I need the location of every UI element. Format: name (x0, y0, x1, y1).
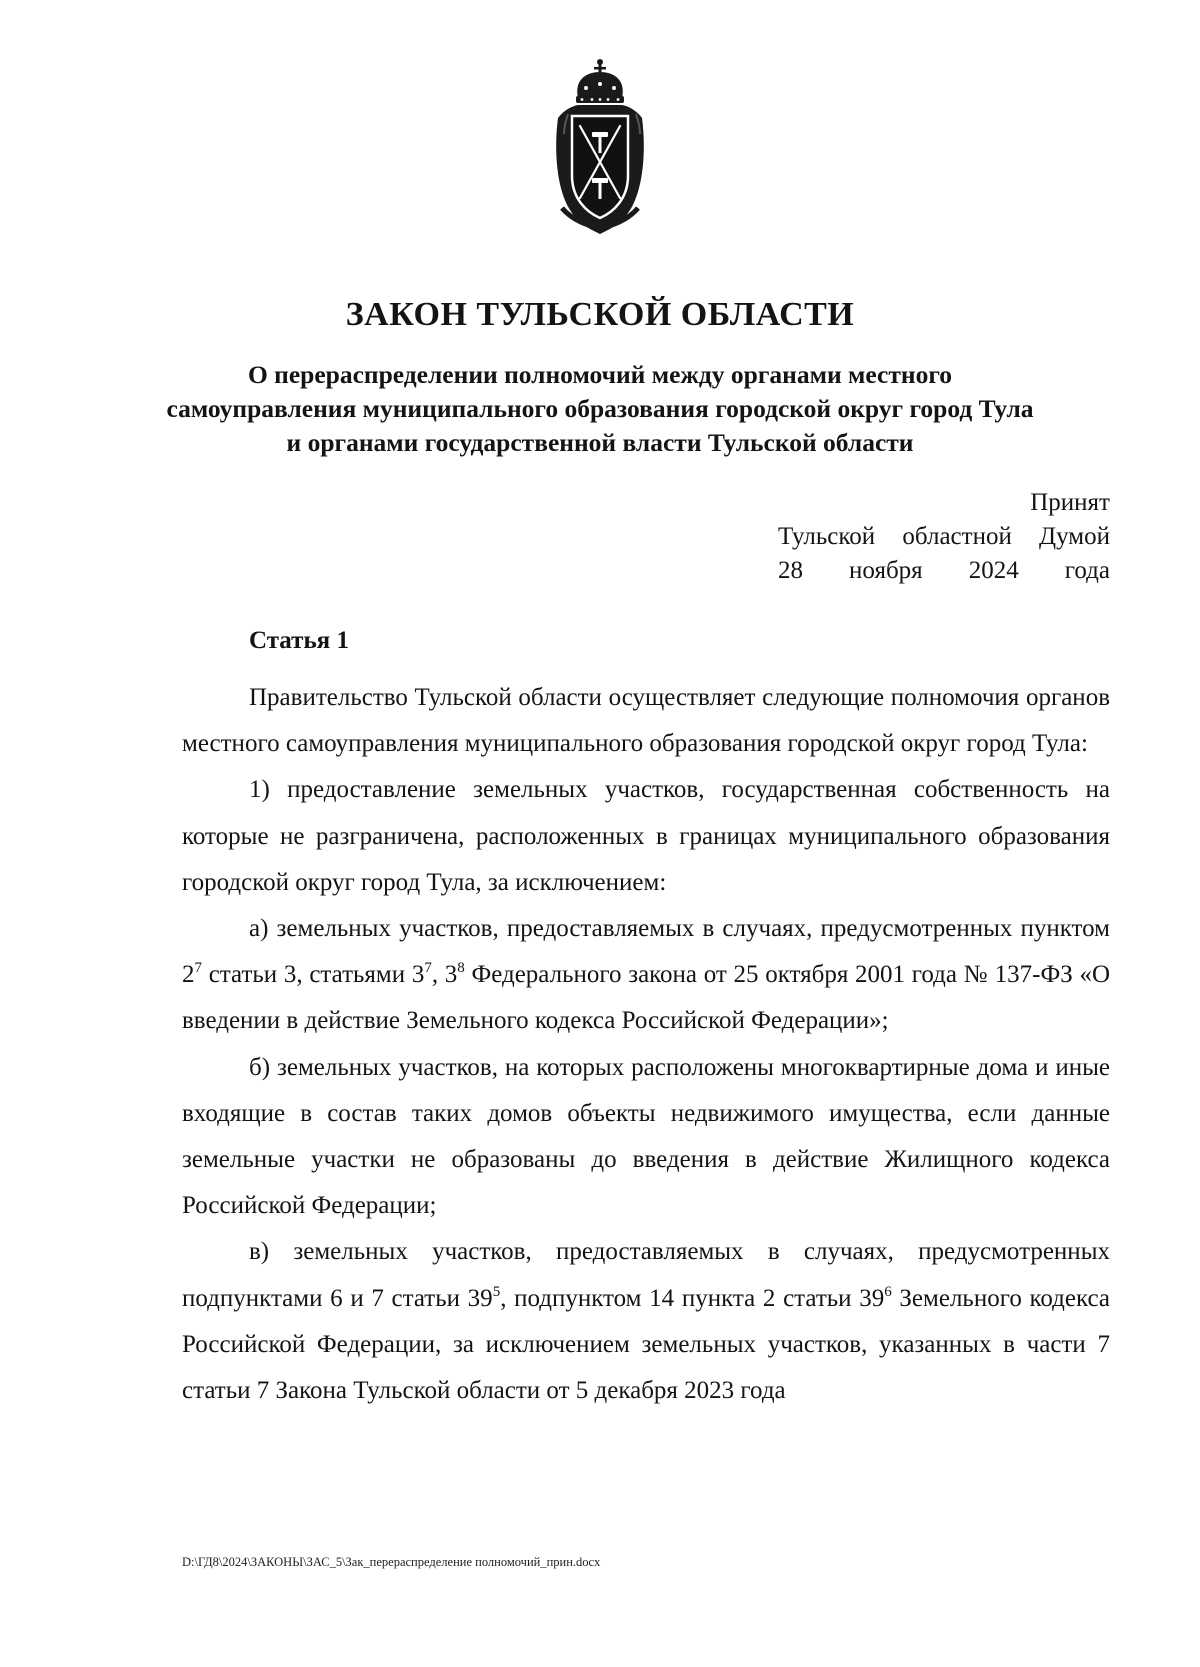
adoption-body (778, 520, 1110, 554)
adoption-month: ноября (849, 557, 923, 584)
superscript: 5 (492, 1283, 501, 1300)
text-fragment: а) земельных участков, предоставляемых в случаях, предусмотренных пунктом 2 (182, 915, 1110, 989)
text-fragment: , 3 (431, 961, 458, 989)
text-fragment: статьи 3, статьями 3 (202, 961, 425, 989)
subject-line: и органами государственной власти Тульской области (286, 428, 914, 457)
article-body (182, 675, 1110, 1414)
text-fragment: , подпунктом 14 пункта 2 статьи 39 (500, 1284, 885, 1312)
adoption-date (778, 554, 1110, 588)
law-title: ЗАКОН ТУЛЬСКОЙ ОБЛАСТИ (345, 296, 855, 333)
superscript: 7 (424, 960, 432, 977)
text-fragment: в) земельных участков, предоставляемых в случаях, предусмотренных подпунктами 6 и 7 статьи 39 (182, 1238, 1110, 1312)
article-item-1: 1) предоставление земельных участков, государственная собственность на которые не разграничена, расположенных в границах муниципального образования городской округ город Тула, за исключением: (182, 776, 1110, 896)
adoption-day: 28 (778, 557, 803, 584)
adoption-body-word: Думой (1039, 523, 1110, 550)
article-intro: Правительство Тульской области осуществляет следующие полномочия органов местного самоуправления муниципального образования городской округ город Тула: (182, 684, 1110, 758)
subject-line: О перераспределении полномочий между органами местного (247, 360, 953, 389)
subject-line: самоуправления муниципального образования городской округ город Тула (166, 394, 1034, 423)
coat-of-arms-icon (552, 58, 648, 236)
adoption-body-word: Тульской (778, 523, 876, 550)
superscript: 8 (457, 960, 465, 977)
adoption-year-word: года (1064, 557, 1110, 584)
adoption-body-word: областной (902, 523, 1012, 550)
law-subject (150, 358, 1050, 460)
text-fragment: Земельного кодекса Российской Федерации, за исключением земельных участков, указанных в части 7 статьи 7 Закона Тульской области от 5 декабря 2023 года (182, 1284, 1110, 1405)
adoption-block (778, 486, 1110, 588)
article-item-v (182, 1229, 1110, 1414)
text-fragment: Федерального закона от 25 октября 2001 года № 137-ФЗ «О введении в действие Земельного кодекса Российской Федерации»; (182, 961, 1110, 1035)
file-path-footer: D:\ГД8\2024\ЗАКОНЫ\ЗАС_5\Зак_перераспределение полномочий_прин.docx (182, 1555, 601, 1569)
adoption-label: Принят (1030, 489, 1110, 516)
superscript: 7 (194, 960, 202, 977)
article-heading: Статья 1 (249, 627, 349, 654)
article-item-b: б) земельных участков, на которых расположены многоквартирные дома и иные входящие в состав таких домов объекты недвижимого имущества, если данные земельные участки не образованы до введения в действие Жилищного кодекса Российской Федерации; (182, 1053, 1110, 1220)
article-item-a (182, 906, 1110, 1045)
superscript: 6 (884, 1283, 892, 1300)
adoption-year: 2024 (968, 557, 1019, 584)
